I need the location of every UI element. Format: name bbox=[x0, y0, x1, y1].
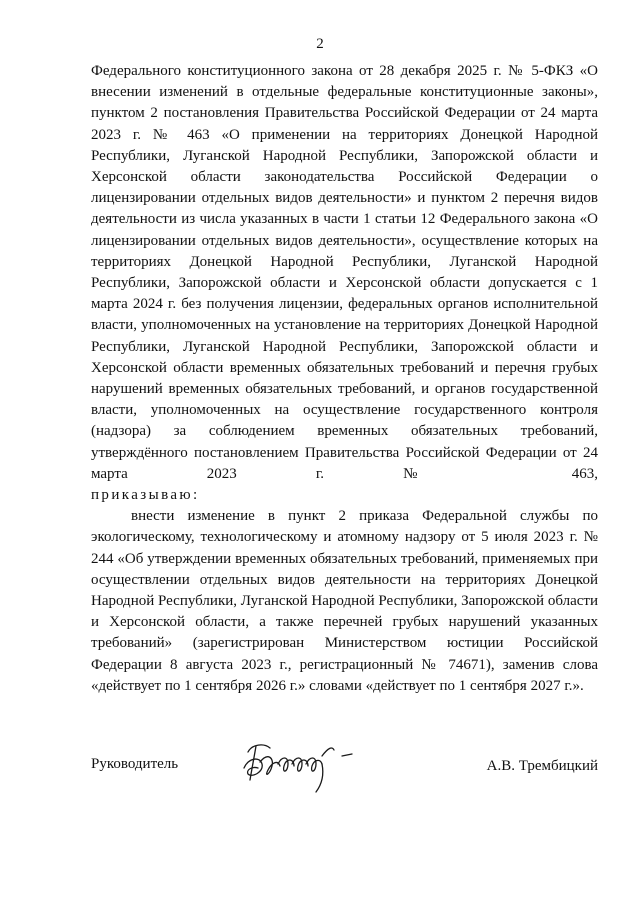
signatory-role: Руководитель bbox=[91, 756, 179, 772]
order-line bbox=[91, 485, 598, 506]
body-paragraph: Федерального конституционного закона от 28 декабря 2025 г. № 5-ФКЗ «О внесении изменений в отдельные федеральные конституционные законы», пунктом 2 постановления Правительства Российской Федерации от 24 марта 2023 г. № 463 «О применении на территориях Донецкой Народной Республики, Луганской Народной Республики, Запорожской области и Херсонской области законодательства Российской Федерации о лицензировании отдельных видов деятельности» и пунктом 2 перечня видов деятельности из числа указанных в части 1 статьи 12 Федерального закона «О лицензировании отдельных видов деятельности», осуществление которых на территориях Донецкой Народной Республики, Луганской Народной Республики, Запорожской области и Херсонской области допускается с 1 марта 2024 г. без получения лицензии, федеральных органов исполнительной власти, уполномоченных на установление на территориях Донецкой Народной Республики, Луганской Народной Республики, Запорожской области и Херсонской области временных обязательных требований и перечня грубых нарушений временных обязательных требований, и органов государственной власти, уполномоченных на осуществление государственного контроля (надзора) за соблюдением временных обязательных требований, утверждённого постановлением Правительства Российской Федерации от 24 марта 2023 г. № 463, bbox=[91, 63, 598, 482]
order-word: приказываю: bbox=[91, 487, 200, 504]
page-number: 2 bbox=[316, 36, 324, 52]
signatory-name: А.В. Трембицкий bbox=[486, 758, 598, 774]
order-paragraph: внести изменение в пункт 2 приказа Федеральной службы по экологическому, технологическому и атомному надзору от 5 июля 2023 г. № 244 «Об утверждении временных обязательных требований, применяемых при осуществлении отдельных видов деятельности на территориях Донецкой Народной Республики, Луганской Народной Республики, Запорожской области и Херсонской области, а также перечней грубых нарушений указанных требований» (зарегистрирован Министерством юстиции Российской Федерации 8 августа 2023 г., регистрационный № 74671), заменив слова «действует по 1 сентября 2026 г.» словами «действует по 1 сентября 2027 г.». bbox=[91, 508, 598, 694]
document-body bbox=[91, 61, 598, 697]
handwritten-signature bbox=[238, 734, 358, 798]
signature-block bbox=[91, 748, 598, 818]
